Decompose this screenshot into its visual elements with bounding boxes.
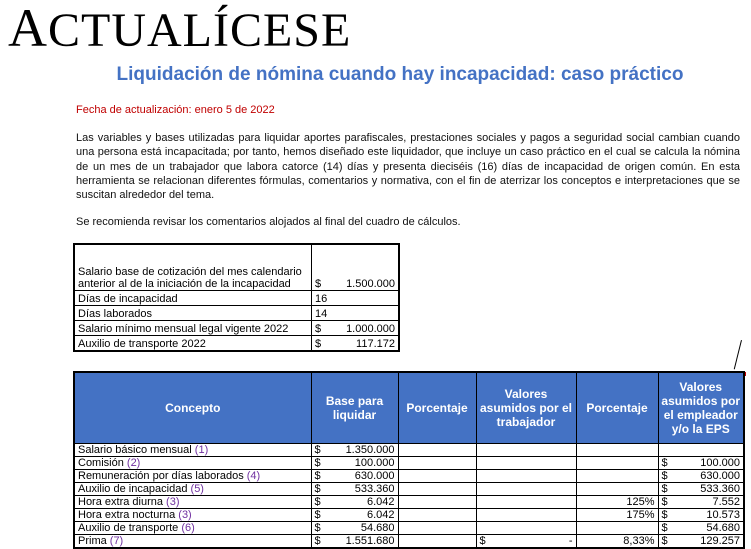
concept-cell[interactable] [74, 457, 311, 470]
param-value-content [315, 323, 395, 335]
currency-symbol: $ [314, 496, 321, 508]
concept-cell[interactable] [74, 522, 311, 535]
employer-value-cell-content [662, 509, 741, 521]
table-row [74, 457, 744, 470]
intro-paragraph: Las variables y bases utilizadas para liquidar aportes parafiscales, prestaciones sociales y pagos a seguridad social cambian cuando una persona está incapacitada; por tanto, hemos diseñado este liquidador, que incluye un caso práctico en el cual se calcula la nómina de un mes de un trabajador que labora catorce (14) días y presenta dieciséis (16) días de incapacidad de origen común. En esta herramienta se relacionan diferentes fórmulas, comentarios y normativa, con el fin de aterrizar los conceptos e interpretaciones que se suscitan alrededor del tema. [76, 132, 740, 202]
concept-cell[interactable] [74, 470, 311, 483]
param-value[interactable] [312, 335, 400, 351]
param-row [74, 320, 399, 335]
header-concept: Concepto [74, 372, 311, 444]
currency-symbol: $ [314, 457, 321, 469]
param-row [74, 335, 399, 351]
currency-symbol: $ [479, 535, 486, 547]
amount: 6.042 [366, 496, 395, 508]
employer-value-cell-content [662, 457, 741, 469]
table-row [74, 522, 744, 535]
worker-percentage-cell[interactable] [398, 496, 476, 509]
currency-symbol: $ [661, 535, 668, 547]
base-cell-content [315, 509, 395, 521]
header-percentage-employer: Porcentaje [576, 372, 658, 444]
currency-symbol: $ [314, 509, 321, 521]
worker-percentage-cell[interactable] [398, 509, 476, 522]
currency-symbol: $ [661, 470, 668, 482]
employer-percentage-cell[interactable]: 8,33% [576, 535, 658, 549]
worker-percentage-cell[interactable] [398, 483, 476, 496]
base-cell-content [315, 535, 395, 547]
table-row [74, 444, 744, 457]
employer-percentage-cell[interactable]: 175% [576, 509, 658, 522]
comment-ref[interactable]: (3) [166, 496, 180, 508]
base-cell[interactable] [311, 444, 398, 457]
worker-value-cell[interactable] [476, 483, 576, 496]
concept-label: Hora extra nocturna [78, 509, 179, 521]
param-value[interactable]: 14 [312, 305, 400, 320]
page-title: Liquidación de nómina cuando hay incapacidad: caso práctico [116, 64, 684, 85]
param-label: Días laborados [74, 305, 312, 320]
worker-percentage-cell[interactable] [398, 444, 476, 457]
amount: 7.552 [712, 496, 740, 508]
employer-percentage-cell[interactable] [576, 444, 658, 457]
concept-label: Comisión [78, 457, 127, 469]
param-row [74, 244, 399, 290]
base-cell[interactable] [311, 522, 398, 535]
amount: 1.000.000 [346, 322, 395, 335]
amount: 1.500.000 [346, 277, 395, 290]
employer-value-cell-content [662, 535, 741, 547]
table-row [74, 496, 744, 509]
employer-value-cell-content [662, 483, 741, 495]
currency-symbol: $ [315, 277, 322, 290]
worker-value-cell[interactable] [476, 509, 576, 522]
param-label: Auxilio de transporte 2022 [74, 335, 312, 351]
concept-cell[interactable] [74, 483, 311, 496]
table-row [74, 509, 744, 522]
amount: 1.551.680 [345, 535, 395, 547]
update-date: Fecha de actualización: enero 5 de 2022 [76, 104, 275, 116]
worker-percentage-cell[interactable] [398, 457, 476, 470]
currency-symbol: $ [661, 522, 668, 534]
employer-percentage-cell[interactable] [576, 522, 658, 535]
concept-cell[interactable] [74, 496, 311, 509]
employer-value-cell[interactable] [658, 457, 744, 470]
employer-value-cell[interactable] [658, 444, 744, 457]
currency-symbol: $ [661, 496, 668, 508]
currency-symbol: $ [314, 444, 321, 456]
param-row [74, 305, 399, 320]
amount: 129.257 [700, 535, 740, 547]
concept-cell[interactable] [74, 444, 311, 457]
worker-value-cell[interactable] [476, 522, 576, 535]
param-value[interactable]: 16 [312, 290, 400, 305]
amount: 117.172 [356, 337, 395, 350]
currency-symbol: $ [314, 470, 321, 482]
base-cell-content [315, 470, 395, 482]
comment-ref[interactable]: (4) [246, 470, 261, 482]
header-base: Base para liquidar [311, 372, 398, 444]
currency-symbol: $ [661, 457, 668, 469]
currency-symbol: $ [315, 322, 322, 335]
worker-value-cell[interactable] [476, 496, 576, 509]
amount: 6.042 [366, 509, 395, 521]
employer-value-cell[interactable] [658, 509, 744, 522]
worker-percentage-cell[interactable] [398, 470, 476, 483]
base-cell[interactable] [311, 483, 398, 496]
amount: 533.360 [354, 483, 395, 495]
table-row [74, 483, 744, 496]
header-worker-values: Valores asumidos por el trabajador [476, 372, 576, 444]
worker-percentage-cell[interactable] [398, 522, 476, 535]
amount: 100.000 [354, 457, 395, 469]
comment-ref[interactable]: (5) [190, 483, 204, 495]
base-cell-content [315, 483, 395, 495]
concept-label: Auxilio de transporte [78, 522, 182, 534]
base-cell-content [315, 457, 395, 469]
amount: 533.360 [700, 483, 740, 495]
base-cell[interactable] [311, 457, 398, 470]
concept-label: Remuneración por días laborados [78, 470, 247, 482]
employer-value-cell[interactable] [658, 496, 744, 509]
payroll-table [73, 371, 745, 549]
amount: 630.000 [700, 470, 740, 482]
concept-label: Salario básico mensual [78, 444, 195, 456]
comment-ref[interactable]: (3) [178, 509, 192, 521]
amount: 54.680 [706, 522, 740, 534]
currency-symbol: $ [315, 337, 322, 350]
comment-ref[interactable]: (2) [126, 457, 141, 469]
header-employer-values: Valores asumidos por el empleador y/o la EPS [658, 372, 744, 444]
param-label: Salario mínimo mensual legal vigente 2022 [74, 320, 312, 335]
param-label: Días de incapacidad [74, 290, 312, 305]
amount: 10.573 [706, 509, 740, 521]
parameters-table [73, 243, 400, 352]
employer-percentage-cell[interactable]: 125% [576, 496, 658, 509]
currency-symbol: $ [314, 535, 321, 547]
comment-ref[interactable]: (7) [109, 535, 124, 547]
concept-label: Auxilio de incapacidad [78, 483, 191, 495]
employer-value-cell[interactable] [658, 483, 744, 496]
worker-value-cell[interactable] [476, 470, 576, 483]
table-row [74, 470, 744, 483]
base-cell-content [315, 496, 395, 508]
worker-value-cell-content [480, 535, 573, 547]
param-label: Salario base de cotización del mes calendario anterior al de la iniciación de la incapacidad [74, 244, 312, 290]
base-cell[interactable] [311, 470, 398, 483]
worker-value-cell[interactable] [476, 457, 576, 470]
recommendation-note: Se recomienda revisar los comentarios alojados al final del cuadro de cálculos. [76, 216, 461, 228]
concept-label: Prima [78, 535, 110, 547]
concept-label: Hora extra diurna [78, 496, 167, 508]
param-value-content [315, 278, 395, 290]
base-cell[interactable] [311, 509, 398, 522]
employer-percentage-cell[interactable] [576, 470, 658, 483]
amount: 630.000 [354, 470, 395, 482]
employer-value-cell[interactable] [658, 522, 744, 535]
employer-percentage-cell[interactable] [576, 483, 658, 496]
comment-ref[interactable]: (6) [181, 522, 195, 534]
employer-value-cell-content [662, 496, 741, 508]
currency-symbol: $ [314, 483, 321, 495]
logo-initial: A [8, 0, 48, 58]
employer-value-cell-content [662, 522, 741, 534]
concept-cell[interactable] [74, 509, 311, 522]
comment-ref[interactable]: (1) [194, 444, 209, 456]
amount: 54.680 [360, 522, 395, 534]
currency-symbol: $ [661, 509, 668, 521]
worker-value-cell[interactable] [476, 444, 576, 457]
currency-symbol: $ [314, 522, 321, 534]
base-cell-content [315, 444, 395, 456]
param-row [74, 290, 399, 305]
actualicese-logo [8, 0, 352, 58]
header-percentage-worker: Porcentaje [398, 372, 476, 444]
employer-value-cell[interactable] [658, 470, 744, 483]
param-value-content [315, 338, 395, 350]
amount: - [568, 535, 573, 547]
base-cell-content [315, 522, 395, 534]
amount: 100.000 [700, 457, 740, 469]
base-cell[interactable] [311, 496, 398, 509]
param-value[interactable] [312, 244, 400, 290]
currency-symbol: $ [661, 483, 668, 495]
employer-value-cell-content [662, 470, 741, 482]
comment-indicator-line [734, 340, 742, 369]
param-value[interactable] [312, 320, 400, 335]
employer-percentage-cell[interactable] [576, 457, 658, 470]
logo-rest: CTUALÍCESE [48, 4, 352, 57]
amount: 1.350.000 [345, 444, 395, 456]
